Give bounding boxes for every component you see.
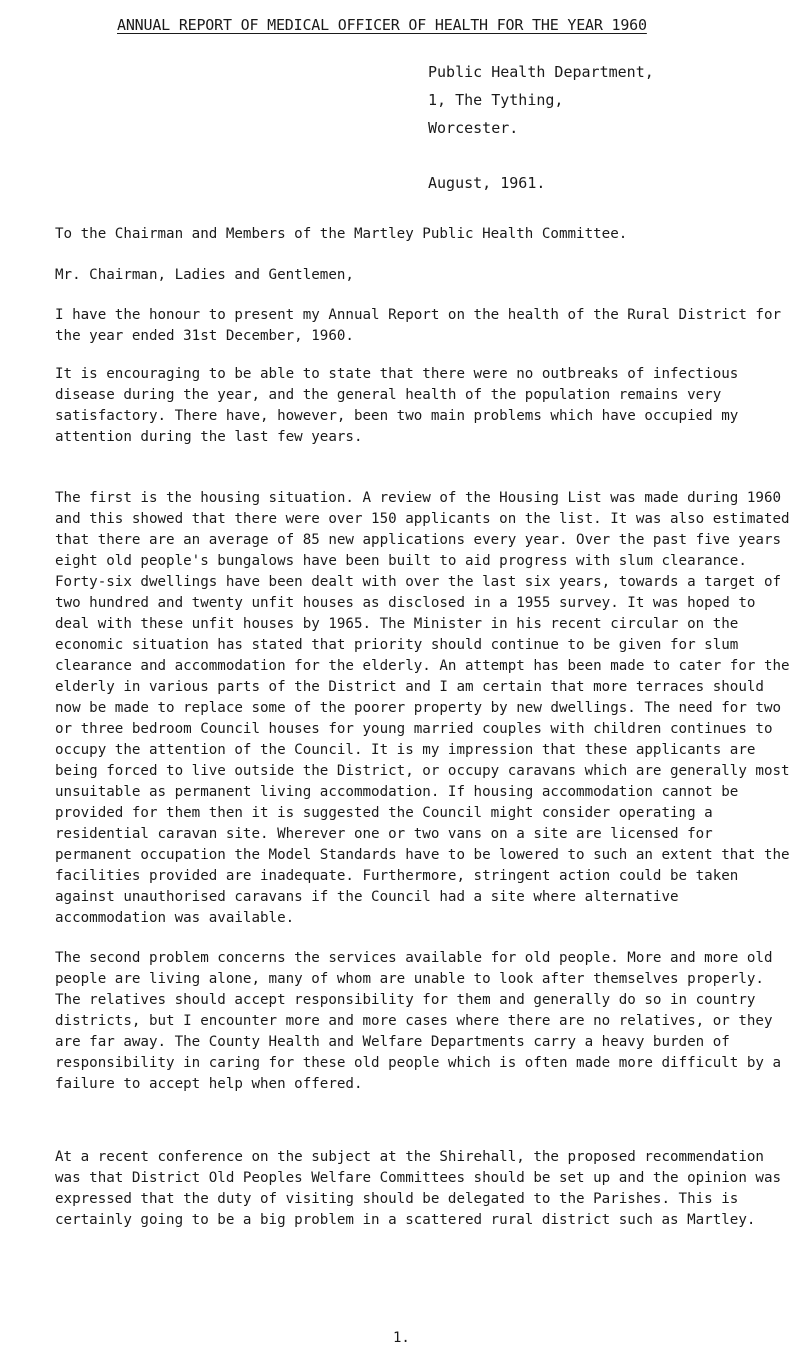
paragraph-housing: [55, 488, 791, 929]
paragraph-general-health: [55, 364, 791, 448]
letter-date: August, 1961.: [428, 174, 546, 192]
paragraph: At a recent conference on the subject at the Shirehall, the proposed recommendation was that District Old Peoples Welfare Committees should be set up and the opinion was expressed that the duty of visiting should be delegated to the Parishes. This is certainly going to be a big problem in a scattered rural district such as Martley.: [55, 1149, 782, 1228]
addressee-line: To the Chairman and Members of the Martley Public Health Committee.: [55, 226, 628, 242]
paragraph-conference: [55, 1147, 791, 1231]
address-line-city: Worcester.: [428, 119, 519, 137]
paragraph-intro: [55, 305, 791, 347]
paragraph: The first is the housing situation. A review of the Housing List was made during 1960 and this showed that there were over 150 applicants on the list. It was also estimated that there are an average of 85 new applications every year. Over the past five years eight old people's bungalows have been built to aid progress with slum clearance. Forty-six dwellings have been dealt with over the last six years, towards a target of two hundred and twenty unfit houses as disclosed in a 1955 survey. It was hoped to deal with these unfit houses by 1965. The Minister in his recent circular on the economic situation has stated that priority should continue to be given for slum clearance and accommodation for the elderly. An attempt has been made to cater for the elderly in various parts of the District and I am certain that more terraces should now be made to replace some of the poorer property by new dwellings. The need for two or three bedroom Council houses for young married couples with children continues to occupy the attention of the Council. It is my impression that these applicants are being forced to live outside the District, or occupy caravans which are generally most unsuitable as permanent living accommodation. If housing accommodation cannot be provided for them then it is suggested the Council might consider operating a residential caravan site. Wherever one or two vans on a site are licensed for permanent occupation the Model Standards have to be lowered to such an extent that the facilities provided are inadequate. Furthermore, stringent action could be taken against unauthorised caravans if the Council had a site where alternative accommodation was available.: [55, 490, 790, 926]
paragraph: The second problem concerns the services available for old people. More and more old people are living alone, many of whom are unable to look after themselves properly. The relatives should accept responsibility for them and generally do so in country districts, but I encounter more and more cases where there are no relatives, or they are far away. The County Health and Welfare Departments carry a heavy burden of responsibility in caring for these old people which is often made more difficult by a failure to accept help when offered.: [55, 950, 782, 1092]
paragraph: It is encouraging to be able to state that there were no outbreaks of infectious disease during the year, and the general health of the population remains very satisfactory. There have, however, been two main problems which have occupied my attention during the last few years.: [55, 366, 739, 445]
report-heading: ANNUAL REPORT OF MEDICAL OFFICER OF HEALTH FOR THE YEAR 1960: [117, 16, 647, 34]
address-line-street: 1, The Tything,: [428, 91, 564, 109]
address-line-department: Public Health Department,: [428, 63, 654, 81]
salutation: Mr. Chairman, Ladies and Gentlemen,: [55, 267, 354, 283]
sender-address: [428, 58, 654, 142]
paragraph: I have the honour to present my Annual Report on the health of the Rural District for the year ended 31st December, 1960.: [55, 307, 782, 344]
paragraph-old-people: [55, 948, 791, 1095]
page-number: 1.: [393, 1330, 410, 1346]
